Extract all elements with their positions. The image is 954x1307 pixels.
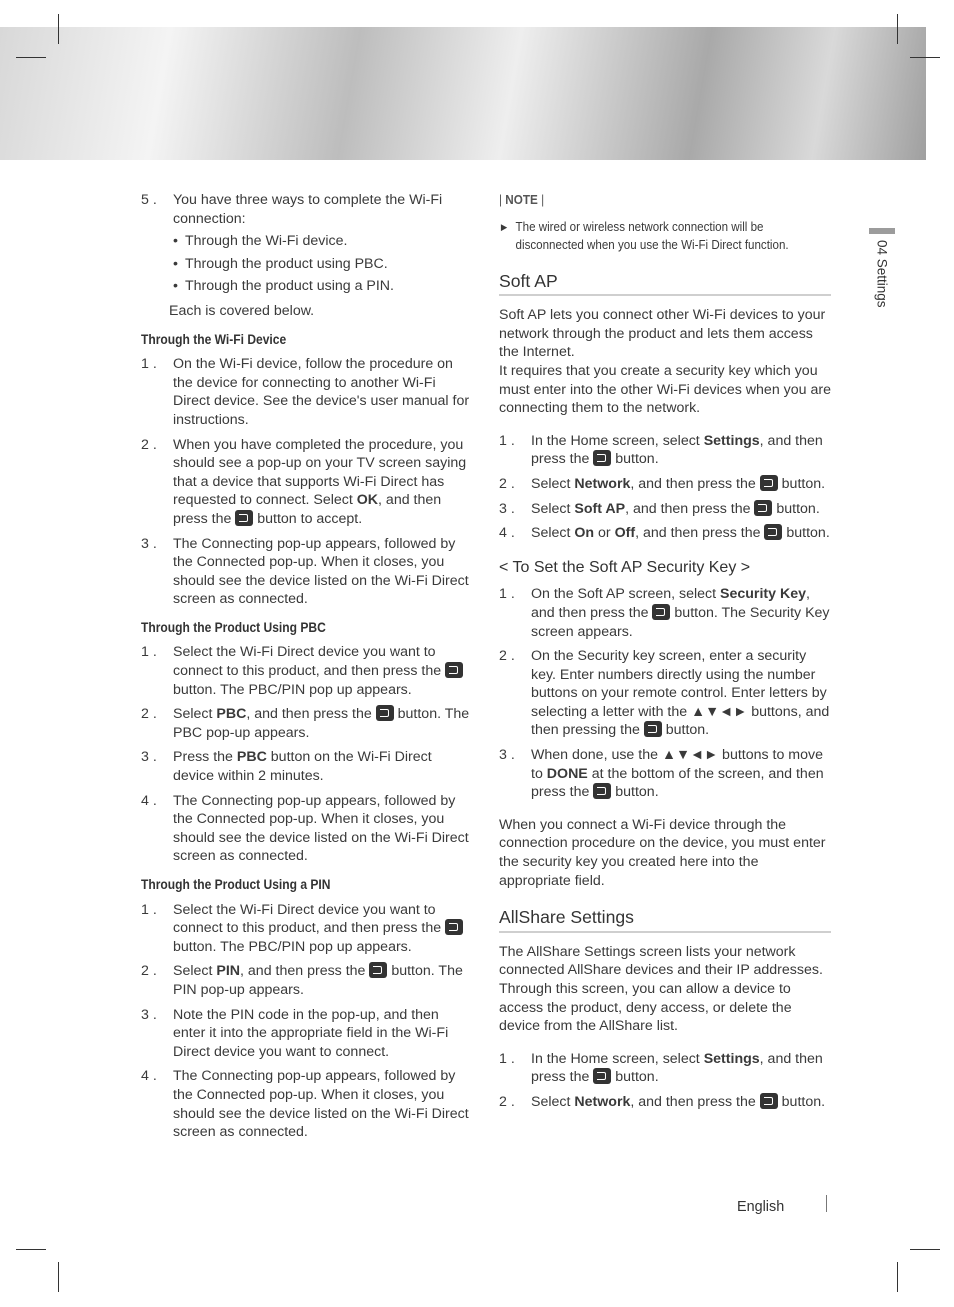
bold-term: PIN [216, 963, 241, 980]
enter-button-icon [369, 962, 387, 978]
allshare-heading: AllShare Settings [499, 908, 831, 933]
step-text: , and then press the [246, 706, 376, 723]
soft-ap-intro: Soft AP lets you connect other Wi-Fi devices to your network through the product and lets them access the Internet. [499, 307, 826, 361]
step-text: Press the [173, 749, 237, 766]
step [141, 355, 471, 429]
step-number: 3 . [499, 747, 515, 764]
enter-button-icon [445, 662, 463, 678]
step-text: On the Soft AP screen, select [531, 586, 721, 603]
crop-mark [58, 1262, 59, 1292]
bold-term: Security Key [720, 586, 806, 603]
step-text: button on the Wi-Fi Direct device within 2 minutes. [173, 749, 432, 785]
step-number: 1 . [499, 586, 515, 603]
bold-term: PBC [236, 749, 267, 766]
enter-button-icon [652, 604, 670, 620]
step-text: button. The PBC/PIN pop up appears. [173, 681, 412, 698]
header-banner [0, 27, 926, 160]
step-text: You have three ways to complete the Wi-Fi connection: [173, 192, 443, 227]
step [499, 1050, 831, 1087]
enter-button-icon [760, 475, 778, 491]
bold-term: Network [574, 475, 631, 492]
enter-button-icon [445, 919, 463, 935]
step-number: 3 . [141, 1006, 157, 1023]
security-key-heading: < To Set the Soft AP Security Key > [499, 558, 751, 576]
step [499, 500, 831, 519]
note-item [499, 218, 819, 254]
soft-ap-intro-2: It requires that you create a security key which you must enter into the other Wi-Fi devices when you are connecting them to the network. [499, 362, 831, 417]
bold-term: On [574, 525, 595, 542]
step [141, 436, 471, 529]
step-number: 1 . [499, 432, 515, 449]
step-number: 1 . [141, 644, 157, 661]
bullet-item: • Through the product using PBC. [173, 255, 471, 274]
step [141, 1067, 471, 1141]
wifi-device-heading: Through the Wi-Fi Device [141, 331, 287, 347]
step-5-after: Each is covered below. [169, 302, 315, 319]
step-text: Select [173, 963, 217, 980]
step-text: , and then press the [625, 500, 755, 517]
step-text: button. [777, 475, 826, 492]
step-text: When you have completed the procedure, you should see a pop-up on your TV screen saying that a device that supports Wi-Fi Direct has requested to connect. Select [173, 436, 467, 509]
arrow-keys-icon: ▲▼◄► [661, 747, 719, 764]
crop-mark [910, 57, 940, 58]
step-number: 1 . [141, 901, 157, 918]
bullet-item: • Through the Wi-Fi device. [173, 232, 471, 251]
step-text: , and then press the [173, 492, 442, 527]
step [499, 647, 831, 740]
step-text: button. [782, 525, 830, 542]
step [141, 748, 471, 785]
bold-term: PBC [216, 706, 247, 723]
step-text: , and then press the [635, 525, 765, 542]
step-number: 2 . [141, 963, 157, 980]
step-text: Select [531, 1093, 575, 1110]
enter-button-icon [593, 783, 611, 799]
step-text: button. [772, 500, 820, 517]
step-text: button. [661, 722, 710, 739]
step-number: 1 . [499, 1050, 515, 1067]
step-text: The Connecting pop-up appears, followed by the Connected pop-up. When it closes, you should see the device listed on the Wi-Fi Direct screen as connected. [173, 1068, 469, 1141]
step [499, 524, 831, 543]
bold-term: Settings [703, 1050, 760, 1067]
step-text: On the Wi-Fi device, follow the procedure on the device for connecting to another Wi-Fi Direct device. See the device's user manual for instructions. [173, 356, 470, 428]
pbc-heading: Through the Product Using PBC [141, 619, 326, 635]
step-text: button. [611, 451, 659, 468]
footer-divider [826, 1195, 827, 1212]
triangle-bullet-icon: ▶ [500, 221, 508, 232]
step [141, 901, 471, 957]
bold-term: Settings [703, 432, 760, 449]
step-text: button. The Security Key screen appears. [531, 604, 830, 640]
bold-term: Off [614, 525, 636, 542]
step-number: 1 . [141, 356, 157, 373]
step-number: 2 . [499, 648, 515, 665]
step [499, 1093, 831, 1112]
step-text: button. The PBC/PIN pop up appears. [173, 938, 412, 955]
step-5 [141, 191, 471, 296]
step-text: Select [531, 500, 575, 517]
step-text: Select the Wi-Fi Direct device you want to connect to this product, and then press the [173, 644, 446, 680]
step [499, 585, 831, 641]
step [141, 705, 471, 742]
step-text: On the Security key screen, enter a security key. Enter numbers directly using the number buttons on your remote control. Enter letters by selecting a letter with the [531, 648, 827, 720]
step-number: 2 . [141, 436, 157, 453]
step-text: buttons to move to [531, 747, 823, 782]
step-text: Select [173, 706, 217, 723]
step-text: The Connecting pop-up appears, followed by the Connected pop-up. When it closes, you should see the device listed on the Wi-Fi Direct screen as connected. [173, 535, 469, 608]
bold-term: Soft AP [574, 500, 626, 517]
step-text: button. [611, 1069, 659, 1086]
step-number: 4 . [499, 525, 515, 542]
footer-language: English [737, 1199, 785, 1215]
step-number: 2 . [499, 475, 515, 492]
side-tab-label: 04 Settings [874, 240, 890, 308]
note-label: | NOTE | [499, 192, 545, 207]
step-text: button to accept. [253, 510, 363, 527]
step-text: Note the PIN code in the pop-up, and then enter it into the appropriate field in the Wi-Fi Direct device you want to connect. [173, 1006, 449, 1060]
step-text: , and then press the [531, 432, 823, 468]
enter-button-icon [593, 1068, 611, 1084]
step-text: In the Home screen, select [531, 1050, 704, 1067]
step-text: The Connecting pop-up appears, followed by the Connected pop-up. When it closes, you should see the device listed on the Wi-Fi Direct screen as connected. [173, 792, 469, 865]
step-text: , and then press the [630, 475, 760, 492]
step-number: 3 . [141, 749, 157, 766]
step-text: button. The PBC pop-up appears. [173, 706, 470, 741]
step-text: button. [777, 1093, 826, 1110]
step [141, 643, 471, 699]
security-key-after: When you connect a Wi-Fi device through the connection procedure on the device, you must enter the security key you created here into the appropriate field. [499, 816, 826, 889]
soft-ap-heading: Soft AP [499, 272, 831, 297]
step-text: Select [531, 475, 575, 492]
enter-button-icon [760, 1093, 778, 1109]
left-column [141, 191, 471, 1148]
bold-term: DONE [546, 765, 588, 782]
step [499, 432, 831, 469]
enter-button-icon [235, 510, 253, 526]
step [141, 792, 471, 866]
step-text: , and then press the [531, 1050, 823, 1086]
crop-mark [897, 1262, 898, 1292]
step-number: 3 . [141, 535, 157, 552]
step-text: In the Home screen, select [531, 432, 704, 449]
step-number: 4 . [141, 792, 157, 809]
step-text: , and then press the [630, 1093, 760, 1110]
enter-button-icon [764, 524, 782, 540]
step-text: When done, use the [531, 747, 662, 764]
step [141, 535, 471, 609]
step-number: 5 . [141, 192, 157, 208]
allshare-intro: The AllShare Settings screen lists your network connected AllShare devices and their IP addresses. Through this screen, you can allow a device to access the product, deny access, or delete the device from the AllShare list. [499, 943, 823, 1035]
step-text: button. The PIN pop-up appears. [173, 963, 463, 998]
step [499, 475, 831, 494]
step-text: buttons, and then pressing the [531, 703, 830, 739]
step [141, 1006, 471, 1062]
right-column [499, 191, 831, 1118]
note-text: The wired or wireless network connection will be disconnected when you use the Wi-Fi Direct function. [515, 219, 789, 252]
enter-button-icon [593, 450, 611, 466]
side-tab-marker [869, 228, 895, 234]
step-number: 2 . [141, 706, 157, 723]
bold-term: OK [356, 492, 379, 509]
step-number: 3 . [499, 500, 515, 517]
crop-mark [897, 14, 898, 44]
step-text: , and then press the [240, 963, 370, 980]
step-number: 2 . [499, 1093, 515, 1110]
crop-mark [16, 1249, 46, 1250]
enter-button-icon [376, 705, 394, 721]
step-text: Select [531, 525, 575, 542]
bullet-list [173, 232, 471, 296]
step-text: Select the Wi-Fi Direct device you want to connect to this product, and then press the [173, 901, 446, 937]
crop-mark [58, 14, 59, 44]
step-number: 4 . [141, 1068, 157, 1085]
crop-mark [910, 1249, 940, 1250]
crop-mark [16, 57, 46, 58]
step-text: , and then press the [531, 586, 810, 621]
enter-button-icon [644, 721, 662, 737]
bold-term: Network [574, 1093, 631, 1110]
arrow-keys-icon: ▲▼◄► [691, 703, 748, 720]
enter-button-icon [754, 500, 772, 516]
step-text: button. [611, 784, 659, 801]
step-text: at the bottom of the screen, and then press the [531, 765, 824, 801]
step [141, 962, 471, 999]
step-text: or [594, 525, 615, 542]
pin-heading: Through the Product Using a PIN [141, 877, 331, 892]
step [499, 746, 831, 802]
bullet-item: • Through the product using a PIN. [173, 277, 471, 296]
